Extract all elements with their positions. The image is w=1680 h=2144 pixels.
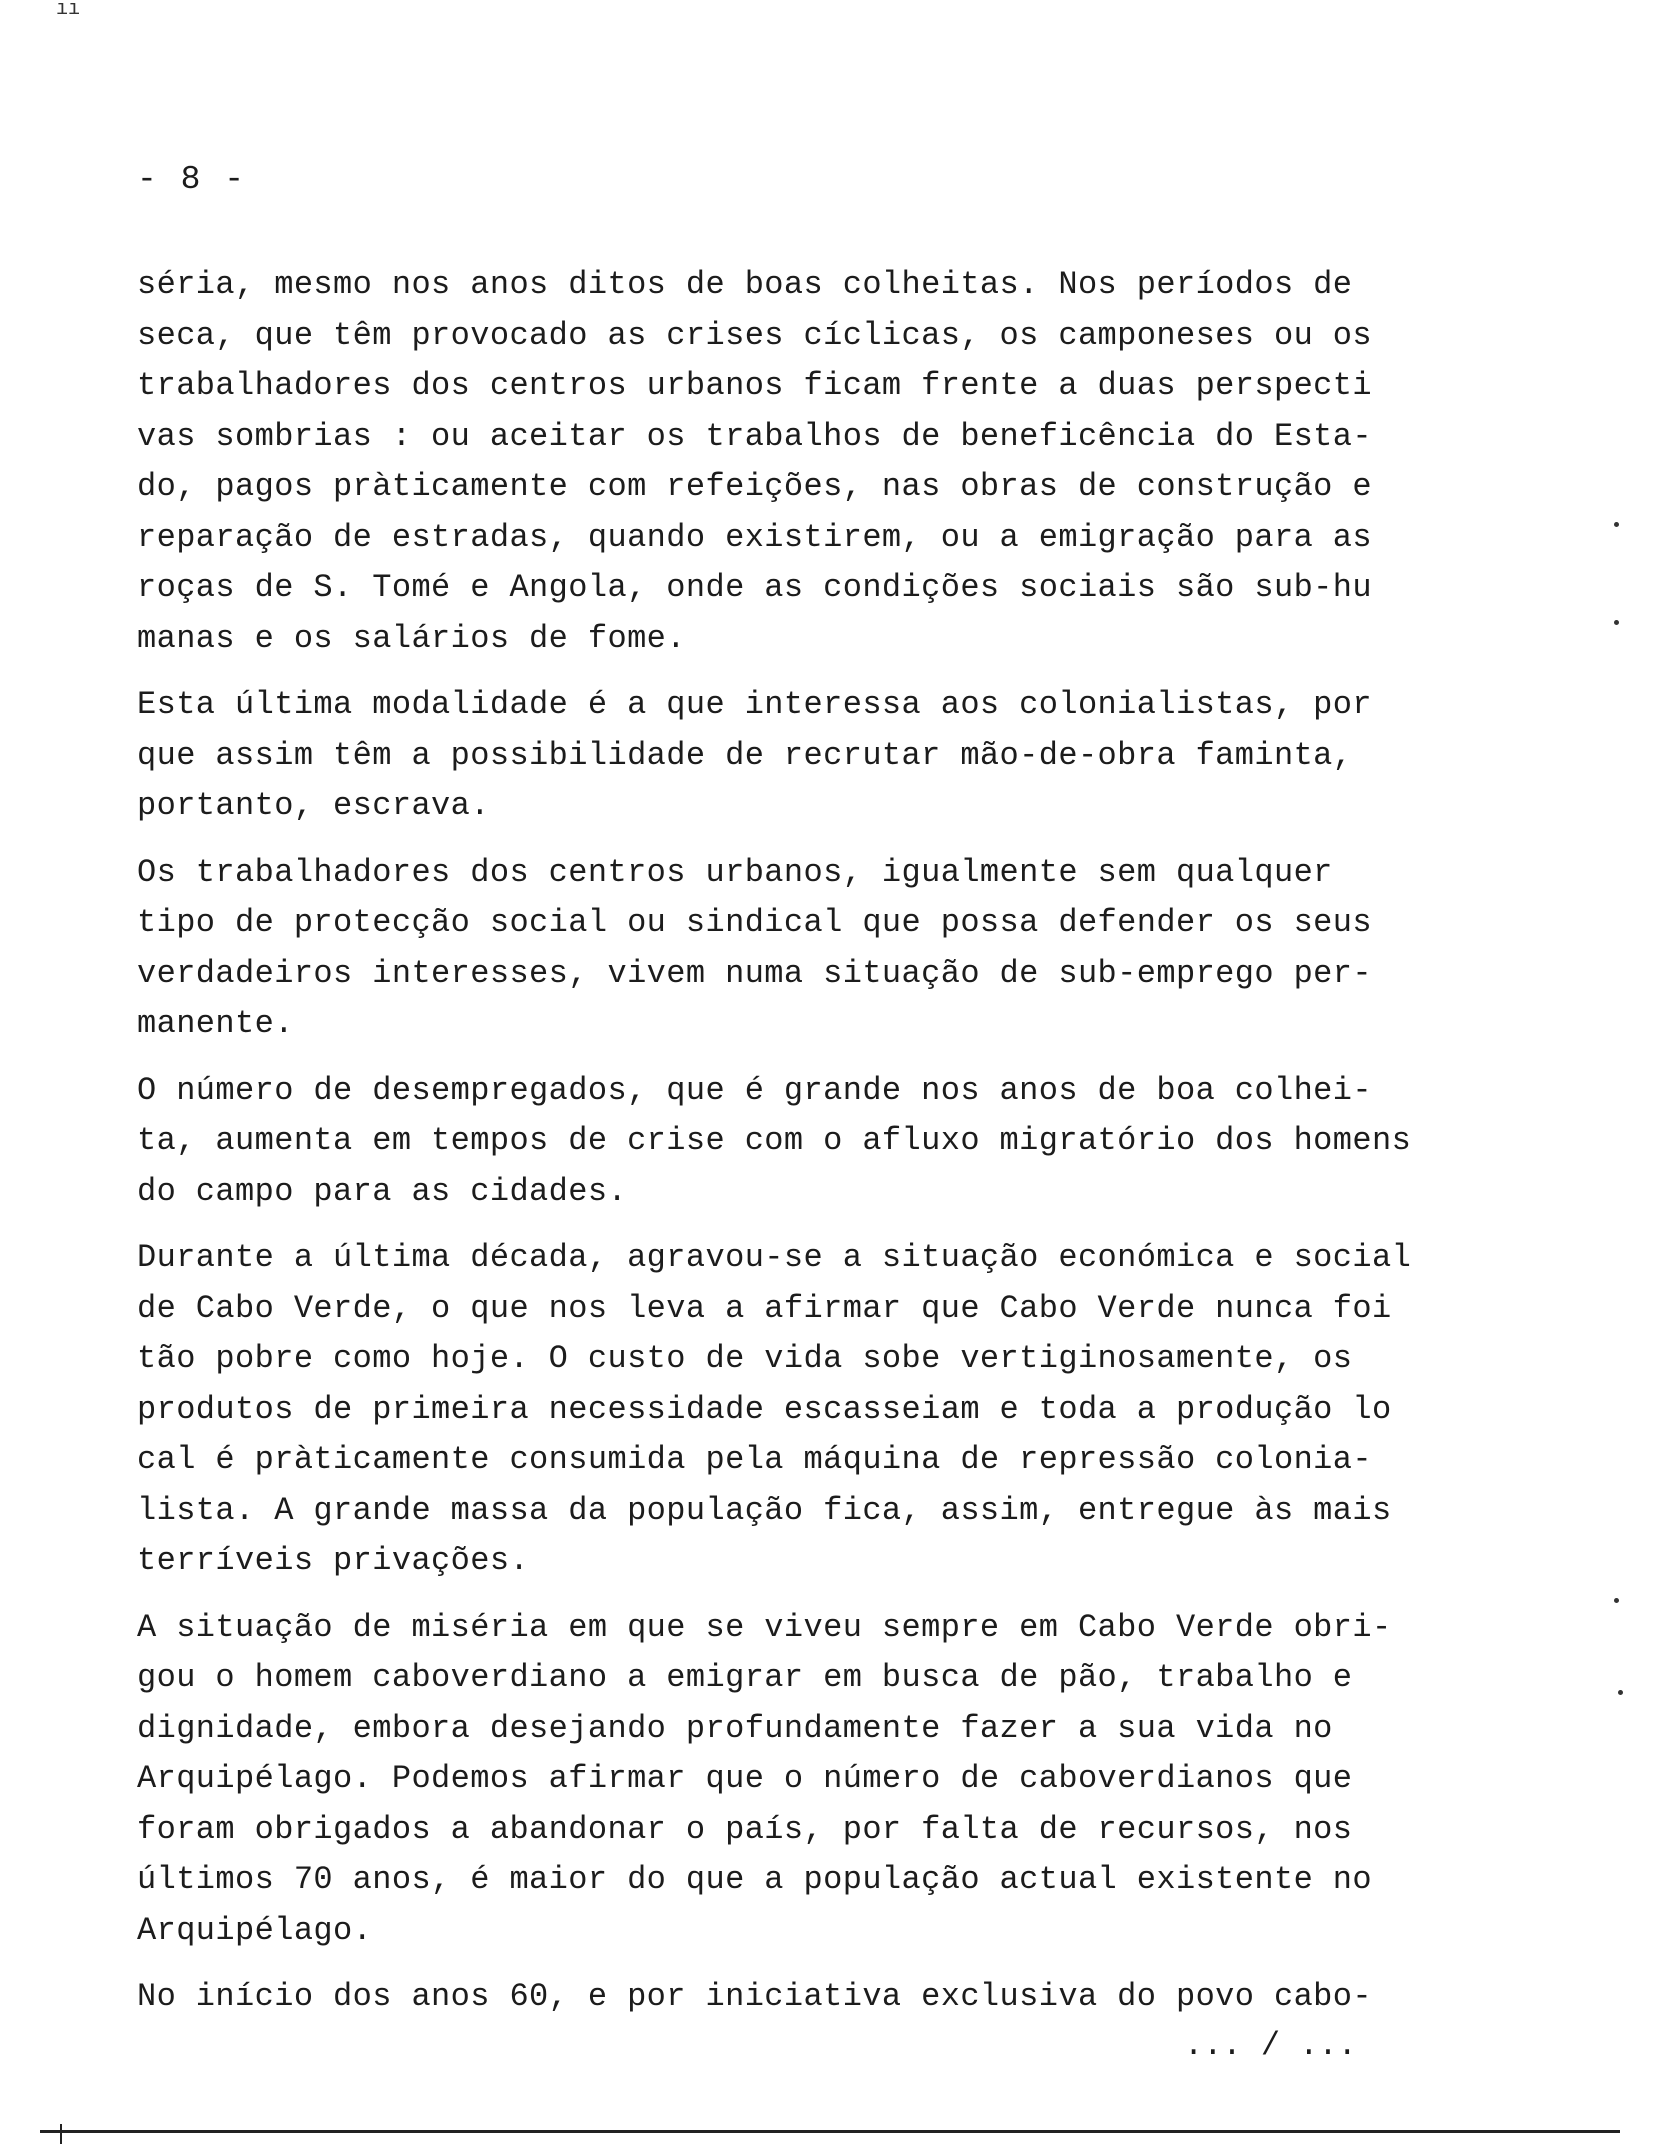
text-line: Os trabalhadores dos centros urbanos, igualmente sem qualquer bbox=[137, 853, 1333, 891]
scan-speck bbox=[1614, 1598, 1619, 1603]
text-line: No início dos anos 60, e por iniciativa exclusiva do povo cabo- bbox=[137, 1978, 1372, 2015]
text-line: cal é pràticamente consumida pela máquina de repressão colonia- bbox=[137, 1441, 1372, 1478]
text-line: roças de S. Tomé e Angola, onde as condições sociais são sub-hu bbox=[137, 569, 1372, 606]
text-line: Arquipélago. Podemos afirmar que o número de caboverdianos que bbox=[137, 1760, 1353, 1797]
text-line: manas e os salários de fome. bbox=[137, 619, 686, 657]
text-line: do, pagos pràticamente com refeições, nas obras de construção e bbox=[137, 468, 1372, 505]
text-line: séria, mesmo nos anos ditos de boas colheitas. Nos períodos de bbox=[137, 266, 1353, 303]
scan-speck bbox=[1614, 522, 1619, 527]
paragraph bbox=[137, 1233, 1487, 1587]
text-line: Durante a última década, agravou-se a situação económica e social bbox=[137, 1239, 1412, 1276]
text-line: dignidade, embora desejando profundamente fazer a sua vida no bbox=[137, 1709, 1333, 1747]
text-line: Arquipélago. bbox=[137, 1911, 373, 1949]
text-line: tão pobre como hoje. O custo de vida sobe vertiginosamente, os bbox=[137, 1340, 1353, 1377]
text-line: vas sombrias : ou aceitar os trabalhos de beneficência do Esta- bbox=[137, 417, 1372, 455]
bottom-tick bbox=[60, 2124, 62, 2144]
page-number: - 8 - bbox=[137, 161, 247, 198]
paragraph bbox=[137, 1066, 1487, 1218]
text-line: gou o homem caboverdiano a emigrar em busca de pão, trabalho e bbox=[137, 1659, 1353, 1696]
paragraph bbox=[137, 1603, 1487, 1957]
text-line: ta, aumenta em tempos de crise com o afluxo migratório dos homens bbox=[137, 1122, 1412, 1159]
text-line: foram obrigados a abandonar o país, por falta de recursos, nos bbox=[137, 1810, 1353, 1848]
text-line: últimos 70 anos, é maior do que a população actual existente no bbox=[137, 1861, 1372, 1898]
text-line: de Cabo Verde, o que nos leva a afirmar que Cabo Verde nunca foi bbox=[137, 1289, 1392, 1327]
paragraph bbox=[137, 680, 1487, 832]
text-line: lista. A grande massa da população fica, assim, entregue às mais bbox=[137, 1491, 1392, 1529]
continuation-mark: ... / ... bbox=[1184, 2027, 1357, 2064]
text-line: Esta última modalidade é a que interessa aos colonialistas, por bbox=[137, 686, 1372, 723]
bottom-rule bbox=[40, 2130, 1620, 2133]
paragraph bbox=[137, 848, 1487, 1050]
text-line: produtos de primeira necessidade escasseiam e toda a produção lo bbox=[137, 1390, 1392, 1428]
text-line: trabalhadores dos centros urbanos ficam frente a duas perspecti bbox=[137, 367, 1372, 404]
body-text bbox=[137, 260, 1487, 2039]
paragraph bbox=[137, 260, 1487, 664]
text-line: A situação de miséria em que se viveu sempre em Cabo Verde obri- bbox=[137, 1608, 1392, 1646]
scan-speck bbox=[1614, 620, 1619, 625]
text-line: reparação de estradas, quando existirem, ou a emigração para as bbox=[137, 518, 1372, 556]
text-line: manente. bbox=[137, 1005, 294, 1042]
text-line: tipo de protecção social ou sindical que possa defender os seus bbox=[137, 904, 1372, 941]
text-line: terríveis privações. bbox=[137, 1542, 530, 1579]
paragraph bbox=[137, 1972, 1487, 2023]
text-line: seca, que têm provocado as crises cíclicas, os camponeses ou os bbox=[137, 316, 1372, 354]
text-line: que assim têm a possibilidade de recrutar mão-de-obra faminta, bbox=[137, 736, 1353, 774]
scan-speck bbox=[1618, 1690, 1623, 1695]
text-line: portanto, escrava. bbox=[137, 787, 490, 824]
text-line: do campo para as cidades. bbox=[137, 1172, 628, 1210]
text-line: O número de desempregados, que é grande nos anos de boa colhei- bbox=[137, 1071, 1372, 1109]
corner-mark: ıı bbox=[56, 0, 81, 21]
text-line: verdadeiros interesses, vivem numa situação de sub-emprego per- bbox=[137, 954, 1372, 992]
